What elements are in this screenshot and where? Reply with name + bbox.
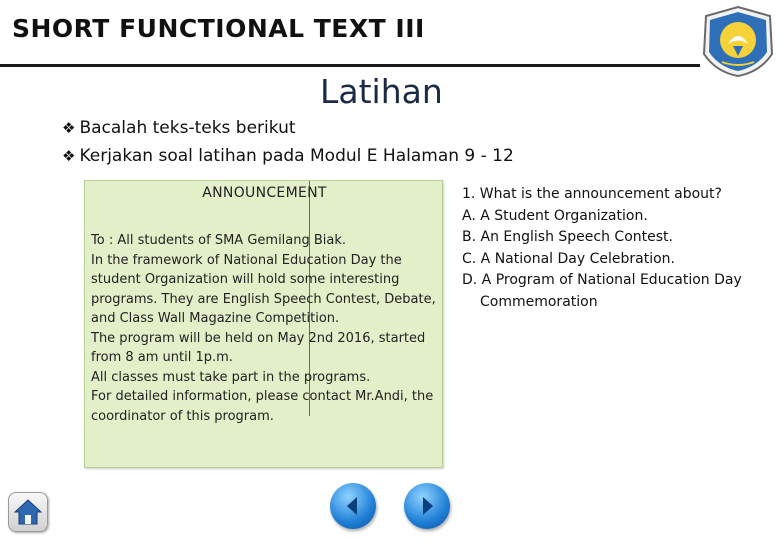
diamond-bullet-icon: ❖ xyxy=(62,119,76,137)
header-divider xyxy=(0,64,700,67)
announcement-body xyxy=(91,231,439,426)
diamond-bullet-icon: ❖ xyxy=(62,147,76,165)
answer-option-d[interactable]: D. A Program of National Education Day xyxy=(462,272,742,288)
announcement-line: The program will be held on May 2nd 2016, started from 8 am until 1p.m. xyxy=(91,330,426,365)
arrow-left-icon xyxy=(341,494,365,518)
home-button[interactable] xyxy=(8,492,48,532)
announcement-line: In the framework of National Education Day the student Organization will hold some interesting programs. They are English Speech Contest, Debate, and Class Wall Magazine Competition. xyxy=(91,252,436,326)
instruction-text: Bacalah teks-teks berikut xyxy=(79,118,296,138)
question-text: 1. What is the announcement about? xyxy=(462,186,722,202)
page-title: SHORT FUNCTIONAL TEXT III xyxy=(12,14,425,43)
instruction-bullet-1 xyxy=(62,118,296,138)
next-button[interactable] xyxy=(404,483,450,529)
instruction-text: Kerjakan soal latihan pada Modul E Halaman 9 - 12 xyxy=(79,146,514,166)
answer-option-a[interactable]: A. A Student Organization. xyxy=(462,207,648,224)
question-block xyxy=(462,184,772,313)
answer-option-d-continuation: Commemoration xyxy=(480,293,598,310)
arrow-right-icon xyxy=(415,494,439,518)
announcement-title: ANNOUNCEMENT xyxy=(202,185,327,201)
previous-button[interactable] xyxy=(330,483,376,529)
instruction-bullet-2 xyxy=(62,146,514,166)
announcement-line: To : All students of SMA Gemilang Biak. xyxy=(91,233,347,248)
home-icon xyxy=(13,497,43,527)
announcement-line: For detailed information, please contact Mr.Andi, the coordinator of this program. xyxy=(91,389,434,424)
answer-option-c[interactable]: C. A National Day Celebration. xyxy=(462,250,675,267)
answer-option-b[interactable]: B. An English Speech Contest. xyxy=(462,229,673,245)
announcement-line: All classes must take part in the programs. xyxy=(91,369,371,385)
slide-heading: Latihan xyxy=(320,72,443,111)
announcement-box xyxy=(84,180,443,468)
tut-wuri-handayani-logo xyxy=(700,4,776,78)
